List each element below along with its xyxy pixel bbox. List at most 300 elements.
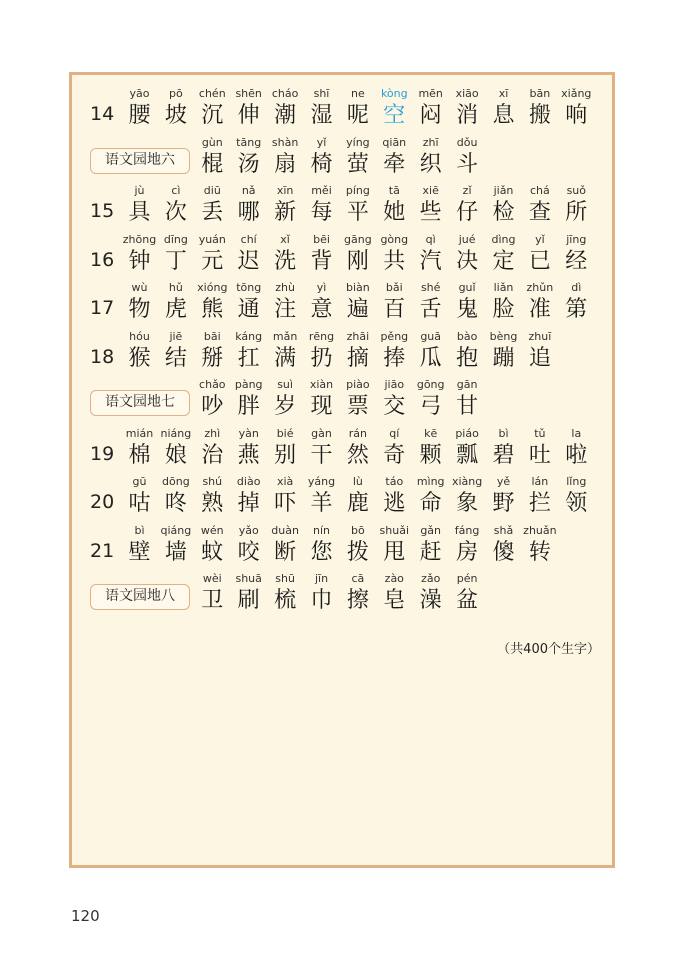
lesson-number: 17	[90, 297, 115, 319]
hanzi: 响	[565, 103, 588, 128]
character-cell	[376, 280, 412, 325]
hanzi: 牵	[383, 151, 406, 177]
character-cell	[231, 329, 267, 374]
character-cell	[413, 474, 449, 519]
pinyin: suǒ	[566, 184, 587, 197]
garden-label: 语文园地七	[90, 390, 190, 416]
pinyin: shú	[202, 475, 223, 488]
character-cell	[267, 86, 303, 131]
character-cell	[449, 86, 485, 131]
character-cell	[486, 426, 522, 471]
hanzi: 第	[565, 297, 588, 322]
hanzi: 决	[456, 248, 479, 274]
character-cell	[158, 86, 194, 131]
character-cell	[340, 523, 376, 568]
pinyin: la	[571, 426, 582, 440]
pinyin: zhuǎn	[523, 523, 557, 537]
hanzi: 刚	[346, 248, 369, 274]
pinyin: xiāo	[455, 87, 479, 100]
hanzi: 房	[456, 539, 479, 565]
character-cell	[194, 523, 230, 568]
character-cell	[158, 329, 194, 374]
hanzi: 猴	[128, 345, 151, 371]
hanzi: 注	[274, 297, 297, 322]
pinyin: yíng	[346, 135, 370, 149]
hanzi: 钟	[128, 248, 151, 274]
pinyin: chǎo	[199, 378, 226, 391]
hanzi: 鹿	[346, 491, 369, 516]
hanzi: 汽	[419, 248, 442, 274]
character-cell	[231, 135, 267, 180]
pinyin: gòng	[380, 232, 409, 246]
hanzi: 潮	[274, 103, 297, 128]
character-cell	[340, 329, 376, 374]
pinyin: pěng	[380, 329, 409, 343]
character-cell	[376, 183, 412, 228]
pinyin: nǎ	[241, 184, 256, 197]
pinyin: káng	[235, 329, 263, 343]
character-cell	[158, 280, 194, 325]
hanzi: 梳	[274, 588, 297, 613]
hanzi: 丢	[201, 200, 224, 225]
pinyin: qiān	[382, 135, 407, 149]
hanzi: 每	[310, 200, 333, 225]
character-cell	[522, 329, 558, 374]
character-cell	[122, 232, 158, 277]
character-cell	[449, 474, 485, 519]
character-cell	[158, 426, 194, 471]
character-cell	[376, 135, 412, 180]
pinyin: yàn	[238, 426, 259, 440]
pinyin: suì	[277, 378, 293, 391]
character-cell	[413, 232, 449, 277]
garden-row	[72, 135, 618, 181]
lesson-number: 21	[90, 539, 115, 562]
hanzi: 抱	[456, 345, 479, 371]
character-cell	[267, 474, 303, 519]
character-cell	[194, 86, 230, 131]
character-cell	[376, 86, 412, 131]
hanzi: 丁	[164, 248, 187, 274]
pinyin: zǐ	[462, 184, 472, 197]
hanzi: 羊	[310, 491, 333, 516]
character-cell	[304, 474, 340, 519]
character-cell	[376, 232, 412, 277]
hanzi: 织	[419, 151, 442, 177]
hanzi: 交	[383, 394, 406, 419]
pinyin: mēn	[418, 87, 443, 100]
pinyin: gū	[132, 475, 147, 488]
character-cell	[413, 329, 449, 374]
pinyin: mìng	[416, 475, 445, 488]
pinyin: yì	[316, 281, 327, 294]
character-cell	[522, 426, 558, 471]
character-cell	[304, 280, 340, 325]
hanzi: 赶	[419, 539, 442, 565]
pinyin: xióng	[197, 281, 228, 294]
character-cell	[340, 135, 376, 180]
character-cell	[304, 183, 340, 228]
pinyin: měi	[311, 184, 332, 197]
hanzi: 墙	[164, 539, 187, 565]
lesson-row	[72, 426, 618, 472]
hanzi: 拨	[346, 539, 369, 565]
hanzi: 腰	[128, 103, 151, 128]
character-cell	[413, 86, 449, 131]
character-cell	[194, 474, 230, 519]
character-cell	[522, 523, 558, 568]
character-cell	[267, 377, 303, 422]
character-cell	[267, 183, 303, 228]
hanzi: 斗	[456, 151, 479, 177]
hanzi: 些	[419, 200, 442, 225]
character-cell	[522, 280, 558, 325]
pinyin: bié	[276, 426, 294, 440]
character-cell	[376, 426, 412, 471]
hanzi: 意	[310, 297, 333, 322]
hanzi: 掉	[237, 491, 260, 516]
hanzi: 经	[565, 248, 588, 274]
hanzi: 断	[274, 539, 297, 565]
hanzi: 次	[164, 200, 187, 225]
hanzi: 野	[492, 491, 515, 516]
garden-label: 语文园地八	[90, 584, 190, 610]
hanzi: 壁	[128, 539, 151, 565]
pinyin: gōng	[416, 378, 445, 391]
pinyin: piào	[346, 378, 370, 391]
hanzi: 逃	[383, 491, 406, 516]
character-cell	[413, 571, 449, 616]
hanzi: 哪	[237, 200, 260, 225]
character-cell	[376, 377, 412, 422]
pinyin: jīn	[314, 572, 329, 585]
hanzi: 甩	[383, 539, 406, 565]
hanzi: 扛	[237, 345, 260, 371]
character-cell	[304, 86, 340, 131]
hanzi: 刷	[237, 588, 260, 613]
hanzi: 岁	[274, 394, 297, 419]
pinyin: bào	[456, 329, 478, 343]
pinyin: bǎi	[385, 281, 403, 294]
hanzi: 弓	[419, 394, 442, 419]
pinyin: guā	[420, 329, 442, 343]
pinyin: gǎn	[420, 523, 442, 537]
pinyin: cā	[351, 572, 365, 585]
character-cell	[413, 183, 449, 228]
hanzi: 物	[128, 297, 151, 322]
pinyin: zhāi	[346, 329, 370, 343]
pinyin: dì	[571, 281, 582, 294]
character-cell	[486, 474, 522, 519]
character-cell	[376, 523, 412, 568]
hanzi: 闷	[419, 103, 442, 128]
character-cell	[558, 426, 594, 471]
hanzi: 共	[383, 248, 406, 274]
character-cell	[158, 232, 194, 277]
pinyin: xià	[276, 475, 294, 488]
hanzi: 然	[346, 442, 369, 468]
lesson-row	[72, 232, 618, 278]
pinyin: lù	[352, 475, 363, 488]
hanzi: 傻	[492, 539, 515, 565]
character-cell	[194, 232, 230, 277]
pinyin: wèi	[202, 572, 222, 585]
character-cell	[231, 183, 267, 228]
character-cell	[558, 280, 594, 325]
lesson-row	[72, 474, 618, 520]
lesson-number: 14	[90, 103, 115, 125]
hanzi: 扇	[274, 151, 297, 177]
pinyin: ne	[351, 87, 365, 100]
character-cell	[558, 183, 594, 228]
character-cell	[486, 232, 522, 277]
pinyin: rán	[348, 426, 368, 440]
character-cell	[340, 377, 376, 422]
pinyin: táo	[385, 475, 404, 488]
hanzi: 脸	[492, 297, 515, 322]
character-cell	[449, 377, 485, 422]
character-cell	[194, 426, 230, 471]
hanzi: 元	[201, 248, 224, 274]
character-cell	[231, 232, 267, 277]
pinyin: chá	[530, 184, 550, 197]
pinyin: diū	[203, 184, 221, 197]
garden-row	[72, 571, 618, 617]
pinyin: guǐ	[458, 281, 476, 294]
hanzi: 检	[492, 200, 515, 225]
character-cell	[194, 571, 230, 616]
pinyin: shuā	[235, 572, 262, 585]
pinyin: lán	[531, 475, 549, 488]
character-cell	[122, 280, 158, 325]
hanzi: 萤	[346, 151, 369, 177]
hanzi: 查	[528, 200, 551, 225]
hanzi: 已	[528, 248, 551, 274]
character-cell	[376, 571, 412, 616]
pinyin: wù	[131, 281, 148, 294]
pinyin: qí	[389, 426, 400, 440]
pinyin: kē	[424, 426, 438, 440]
character-cell	[340, 571, 376, 616]
character-cell	[231, 280, 267, 325]
total-count-note: （共400个生字）	[497, 642, 600, 657]
character-cell	[558, 474, 594, 519]
character-cell	[231, 523, 267, 568]
pinyin: zào	[384, 572, 404, 585]
character-cell	[122, 183, 158, 228]
hanzi: 命	[419, 491, 442, 516]
character-cell	[413, 426, 449, 471]
character-cell	[340, 426, 376, 471]
hanzi: 迟	[237, 248, 260, 274]
hanzi: 咚	[164, 491, 187, 516]
pinyin: diào	[236, 475, 261, 488]
character-cell	[231, 86, 267, 131]
character-cell	[267, 426, 303, 471]
pinyin: píng	[345, 184, 370, 197]
hanzi: 巾	[310, 588, 333, 613]
lesson-row	[72, 183, 618, 229]
pinyin: chén	[198, 87, 226, 100]
pinyin: cháo	[271, 87, 299, 100]
pinyin: mián	[125, 426, 154, 440]
pinyin: hǔ	[168, 281, 183, 294]
hanzi: 汤	[237, 151, 260, 177]
pinyin: zhǔn	[526, 281, 554, 294]
character-cell	[558, 86, 594, 131]
character-cell	[122, 474, 158, 519]
hanzi: 准	[528, 297, 551, 322]
hanzi: 摘	[346, 345, 369, 371]
character-cell	[194, 135, 230, 180]
hanzi: 搬	[528, 103, 551, 128]
character-cell	[304, 571, 340, 616]
pinyin: jué	[458, 232, 476, 246]
pinyin: tǔ	[534, 426, 546, 440]
pinyin: shàn	[271, 135, 299, 149]
pinyin: zhù	[275, 281, 295, 294]
character-cell	[376, 329, 412, 374]
pinyin: wén	[200, 523, 224, 537]
hanzi: 象	[456, 491, 479, 516]
hanzi: 熟	[201, 491, 224, 516]
pinyin: liǎn	[493, 281, 514, 294]
pinyin: shuǎi	[379, 523, 410, 537]
character-cell	[122, 426, 158, 471]
pinyin: bèng	[489, 329, 518, 343]
character-cell	[449, 329, 485, 374]
hanzi: 息	[492, 103, 515, 128]
hanzi: 吓	[274, 491, 297, 516]
pinyin: shé	[420, 281, 441, 294]
hanzi: 别	[274, 442, 297, 468]
pinyin: hóu	[129, 329, 150, 343]
pinyin: tā	[388, 184, 400, 197]
pinyin: kòng	[380, 87, 408, 100]
pinyin: dīng	[163, 232, 188, 246]
hanzi: 甘	[456, 394, 479, 419]
pinyin: xīn	[276, 184, 294, 197]
character-cell	[304, 329, 340, 374]
character-cell	[522, 474, 558, 519]
character-cell	[158, 183, 194, 228]
hanzi: 棍	[201, 151, 224, 177]
pinyin: yě	[496, 475, 511, 488]
hanzi: 啦	[565, 442, 588, 468]
pinyin: pàng	[234, 378, 263, 391]
pinyin: gàn	[311, 426, 332, 440]
character-cell	[158, 523, 194, 568]
character-cell	[340, 86, 376, 131]
pinyin: bì	[498, 426, 509, 440]
hanzi: 掰	[201, 345, 224, 371]
hanzi: 虎	[164, 297, 187, 322]
hanzi: 娘	[164, 442, 187, 468]
character-cell	[486, 329, 522, 374]
lesson-row	[72, 86, 618, 132]
lesson-row	[72, 329, 618, 375]
character-cell	[122, 523, 158, 568]
character-cell	[231, 571, 267, 616]
pinyin: yǐ	[316, 135, 327, 149]
pinyin: shēn	[235, 87, 262, 100]
character-cell	[267, 135, 303, 180]
hanzi: 燕	[237, 442, 260, 468]
pinyin: xiàng	[451, 475, 483, 488]
pinyin: fáng	[454, 523, 480, 537]
garden-label: 语文园地六	[90, 148, 190, 174]
hanzi: 颗	[419, 442, 442, 468]
character-cell	[522, 183, 558, 228]
pinyin: gāng	[344, 232, 372, 246]
pinyin: yǎo	[238, 523, 259, 537]
hanzi: 治	[201, 442, 224, 468]
character-cell	[122, 329, 158, 374]
character-cell	[267, 571, 303, 616]
pinyin: xiǎng	[561, 87, 592, 100]
hanzi: 具	[128, 200, 151, 225]
pinyin: zhì	[204, 426, 221, 440]
character-cell	[449, 232, 485, 277]
hanzi: 您	[310, 539, 333, 565]
pinyin: bān	[529, 87, 551, 100]
hanzi: 沉	[201, 103, 224, 128]
pinyin: jiāo	[384, 378, 405, 391]
hanzi: 洗	[274, 248, 297, 274]
pinyin: shū	[275, 572, 295, 585]
hanzi: 咬	[237, 539, 260, 565]
pinyin: yáng	[307, 475, 336, 488]
pinyin: dǒu	[456, 135, 478, 149]
pinyin: zhōng	[122, 232, 157, 246]
garden-row	[72, 377, 618, 423]
character-cell	[267, 329, 303, 374]
lesson-number: 20	[90, 491, 115, 513]
pinyin: jù	[134, 184, 145, 197]
hanzi: 卫	[201, 588, 224, 613]
character-cell	[304, 426, 340, 471]
character-cell	[449, 426, 485, 471]
pinyin: mǎn	[272, 329, 298, 343]
pinyin: chí	[240, 232, 257, 246]
hanzi: 蚊	[201, 539, 224, 565]
pinyin: dōng	[162, 475, 190, 488]
lesson-number: 15	[90, 200, 115, 222]
pinyin: xiàn	[309, 378, 334, 391]
hanzi: 椅	[310, 151, 333, 177]
character-cell	[231, 474, 267, 519]
character-cell	[267, 280, 303, 325]
pinyin: duàn	[271, 523, 299, 537]
character-cell	[194, 377, 230, 422]
pinyin: gùn	[201, 135, 223, 149]
lesson-number: 19	[90, 442, 115, 465]
hanzi: 鬼	[456, 297, 479, 322]
pinyin: niáng	[160, 426, 192, 440]
pinyin: nín	[313, 523, 330, 537]
character-cell	[413, 523, 449, 568]
pinyin: dìng	[491, 232, 516, 246]
hanzi: 瓢	[456, 442, 479, 468]
hanzi: 舌	[419, 297, 442, 322]
hanzi: 皂	[383, 588, 406, 613]
hanzi: 空	[383, 103, 406, 128]
character-cell	[231, 377, 267, 422]
lesson-row	[72, 523, 618, 569]
hanzi: 新	[274, 200, 297, 225]
hanzi: 她	[383, 200, 406, 225]
character-cell	[231, 426, 267, 471]
